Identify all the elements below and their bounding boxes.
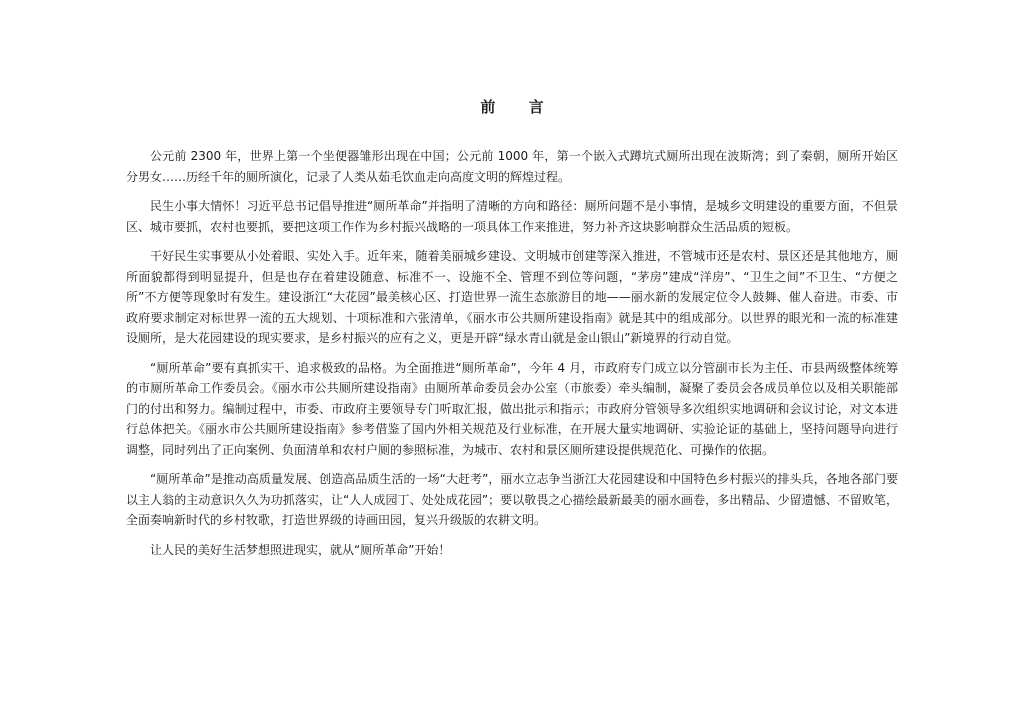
paragraph-3: 干好民生实事要从小处着眼、实处入手。近年来，随着美丽城乡建设、文明城市创建等深入推进，不管城市还是农村、景区还是其他地方，厕所面貌都得到明显提升，但是也存在着建设随意、标准不一、设施不全、管理不到位等问题，“茅房”建成“洋房”、“卫生之间”不卫生、“方便之所”不方便等现象时有发生。建设浙江“大花园”最美核心区、打造世界一流生态旅游目的地——丽水新的发展定位令人鼓舞、催人奋进。市委、市政府要求制定对标世界一流的五大规划、十项标准和六张清单，《丽水市公共厕所建设指南》就是其中的组成部分。以世界的眼光和一流的标准建设厕所，是大花园建设的现实要求，是乡村振兴的应有之义，更是开辟“绿水青山就是金山银山”新境界的行动自觉。 [126, 249, 898, 345]
paragraph-5: “厕所革命”是推动高质量发展、创造高品质生活的一场“大赶考”，丽水立志争当浙江大花园建设和中国特色乡村振兴的排头兵，各地各部门要以主人翁的主动意识久久为功抓落实，让“人人成园丁、处处成花园”；要以敬畏之心描绘最新最美的丽水画卷，多出精品、少留遗憾、不留败笔，全面奏响新时代的乡村牧歌，打造世界级的诗画田园，复兴升级版的农耕文明。 [126, 472, 898, 527]
paragraph-6: 让人民的美好生活梦想照进现实，就从“厕所革命”开始！ [150, 542, 451, 557]
preface-body [126, 146, 898, 569]
paragraph-4: “厕所革命”要有真抓实干、追求极致的品格。为全面推进“厕所革命”，今年 4 月，市政府专门成立以分管副市长为主任、市县两级整体统筹的市厕所革命工作委员会。《丽水市公共厕所建设指南》由厕所革命委员会办公室（市旅委）牵头编制，凝聚了委员会各成员单位以及相关职能部门的付出和努力。编制过程中，市委、市政府主要领导专门听取汇报，做出批示和指示；市政府分管领导多次组织实地调研和会议讨论，对文本进行总体把关。《丽水市公共厕所建设指南》参考借鉴了国内外相关规范及行业标准，在开展大量实地调研、实验论证的基础上，坚持问题导向进行调整，同时列出了正向案例、负面清单和农村户厕的参照标准，为城市、农村和景区厕所建设提供规范化、可操作的依据。 [126, 360, 898, 457]
paragraph-2: 民生小事大情怀！习近平总书记倡导推进“厕所革命”并指明了清晰的方向和路径：厕所问题不是小事情，是城乡文明建设的重要方面，不但景区、城市要抓，农村也要抓，要把这项工作作为乡村振兴战略的一项具体工作来推进，努力补齐这块影响群众生活品质的短板。 [126, 199, 898, 234]
page-title: 前 言 [480, 98, 558, 116]
paragraph-1: 公元前 2300 年，世界上第一个坐便器雏形出现在中国；公元前 1000 年，第一个嵌入式蹲坑式厕所出现在波斯湾；到了秦朝，厕所开始区分男女……历经千年的厕所演化，记录了人类从茹毛饮血走向高度文明的辉煌过程。 [126, 149, 898, 184]
